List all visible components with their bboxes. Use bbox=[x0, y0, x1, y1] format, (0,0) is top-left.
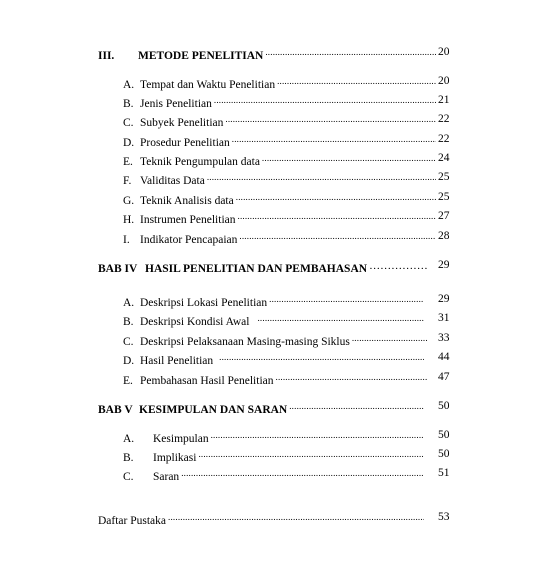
toc-item bbox=[123, 74, 438, 91]
item-label: C. bbox=[123, 336, 134, 348]
item-title: Tempat dan Waktu Penelitian bbox=[140, 79, 276, 91]
toc-item bbox=[123, 170, 438, 187]
item-title: Prosedur Penelitian bbox=[140, 137, 230, 149]
item-label: E. bbox=[123, 156, 133, 168]
item-page-number: 28 bbox=[438, 230, 450, 242]
dot-leader bbox=[276, 370, 429, 384]
heading-number: BAB V bbox=[98, 404, 133, 416]
item-title: Jenis Penelitian bbox=[140, 98, 212, 110]
item-page-number: 51 bbox=[438, 467, 450, 479]
heading-page-number: 20 bbox=[438, 46, 450, 58]
dot-leader bbox=[277, 74, 436, 88]
toc-item bbox=[123, 428, 426, 445]
dot-leader bbox=[352, 331, 428, 345]
item-title: Subyek Penelitian bbox=[140, 117, 224, 129]
item-label: F. bbox=[123, 175, 132, 187]
item-label: B. bbox=[123, 452, 134, 464]
item-page-number: 21 bbox=[438, 94, 450, 106]
item-title: Deskripsi Lokasi Penelitian bbox=[140, 297, 268, 309]
dot-leader bbox=[168, 510, 424, 524]
item-label: A. bbox=[123, 79, 135, 91]
dot-leader bbox=[207, 170, 436, 184]
toc-daftar-pustaka bbox=[98, 510, 426, 527]
item-title: Indikator Pencapaian bbox=[140, 234, 238, 246]
item-label: D. bbox=[123, 137, 135, 149]
toc-item bbox=[123, 447, 426, 464]
item-label: C. bbox=[123, 471, 134, 483]
item-page-number: 22 bbox=[438, 113, 450, 125]
heading-title: HASIL PENELITIAN DAN PEMBAHASAN bbox=[145, 263, 368, 275]
item-page-number: 50 bbox=[438, 448, 450, 460]
item-page-number: 22 bbox=[438, 133, 450, 145]
toc-item bbox=[123, 151, 438, 168]
toc-item bbox=[123, 93, 438, 110]
item-page-number: 25 bbox=[438, 171, 450, 183]
heading-title: METODE PENELITIAN bbox=[138, 50, 264, 62]
item-label: C. bbox=[123, 117, 134, 129]
dot-leader bbox=[257, 311, 424, 325]
dot-leader bbox=[369, 258, 428, 272]
item-title: Saran bbox=[153, 471, 180, 483]
item-page-number: 44 bbox=[438, 351, 450, 363]
item-title: Daftar Pustaka bbox=[98, 515, 167, 527]
item-page-number: 47 bbox=[438, 371, 450, 383]
toc-item bbox=[123, 311, 426, 328]
dot-leader bbox=[262, 151, 436, 165]
heading-number: BAB IV bbox=[98, 263, 138, 275]
toc-item bbox=[123, 466, 426, 483]
heading-page-number: 29 bbox=[438, 259, 450, 271]
item-label: D. bbox=[123, 355, 135, 367]
item-page-number: 20 bbox=[438, 75, 450, 87]
item-page-number: 29 bbox=[438, 293, 450, 305]
item-title: Deskripsi Kondisi Awal bbox=[140, 316, 250, 328]
toc-item bbox=[123, 132, 438, 149]
toc-item bbox=[123, 112, 438, 129]
toc-heading-bab4 bbox=[98, 258, 430, 275]
toc-item bbox=[123, 331, 430, 348]
dot-leader bbox=[225, 112, 436, 126]
item-label: A. bbox=[123, 297, 135, 309]
item-page-number: 24 bbox=[438, 152, 450, 164]
toc-item bbox=[123, 190, 438, 207]
dot-leader bbox=[181, 466, 424, 480]
toc-item bbox=[123, 229, 438, 246]
item-label: I. bbox=[123, 234, 130, 246]
item-title: Implikasi bbox=[153, 452, 197, 464]
toc-heading-bab3 bbox=[98, 45, 438, 62]
item-title: Kesimpulan bbox=[153, 433, 209, 445]
toc-item bbox=[123, 350, 426, 367]
toc-item bbox=[123, 292, 426, 309]
item-title: Teknik Pengumpulan data bbox=[140, 156, 260, 168]
heading-number: III. bbox=[98, 50, 115, 62]
dot-leader bbox=[219, 350, 424, 364]
toc-heading-bab5 bbox=[98, 399, 426, 416]
item-title: Instrumen Penelitian bbox=[140, 214, 236, 226]
item-page-number: 33 bbox=[438, 332, 450, 344]
dot-leader bbox=[232, 132, 436, 146]
dot-leader bbox=[238, 209, 437, 223]
item-title: Validitas Data bbox=[140, 175, 205, 187]
dot-leader bbox=[239, 229, 436, 243]
item-page-number: 53 bbox=[438, 511, 450, 523]
item-label: G. bbox=[123, 195, 135, 207]
item-title: Pembahasan Hasil Penelitian bbox=[140, 375, 274, 387]
dot-leader bbox=[214, 93, 436, 107]
dot-leader bbox=[198, 447, 424, 461]
item-title: Deskripsi Pelaksanaan Masing-masing Siklus bbox=[140, 336, 350, 348]
item-page-number: 50 bbox=[438, 429, 450, 441]
dot-leader bbox=[211, 428, 424, 442]
item-label: B. bbox=[123, 316, 134, 328]
dot-leader bbox=[265, 45, 436, 59]
item-title: Hasil Penelitian bbox=[140, 355, 214, 367]
dot-leader bbox=[269, 292, 424, 306]
toc-item bbox=[123, 209, 438, 226]
item-page-number: 25 bbox=[438, 191, 450, 203]
item-page-number: 27 bbox=[438, 210, 450, 222]
item-label: B. bbox=[123, 98, 134, 110]
heading-title: KESIMPULAN DAN SARAN bbox=[139, 404, 288, 416]
item-page-number: 31 bbox=[438, 312, 450, 324]
dot-leader bbox=[289, 399, 424, 413]
heading-page-number: 50 bbox=[438, 400, 450, 412]
item-label: A. bbox=[123, 433, 135, 445]
item-label: E. bbox=[123, 375, 133, 387]
toc-item bbox=[123, 370, 430, 387]
item-label: H. bbox=[123, 214, 135, 226]
item-title: Teknik Analisis data bbox=[140, 195, 234, 207]
dot-leader bbox=[236, 190, 436, 204]
